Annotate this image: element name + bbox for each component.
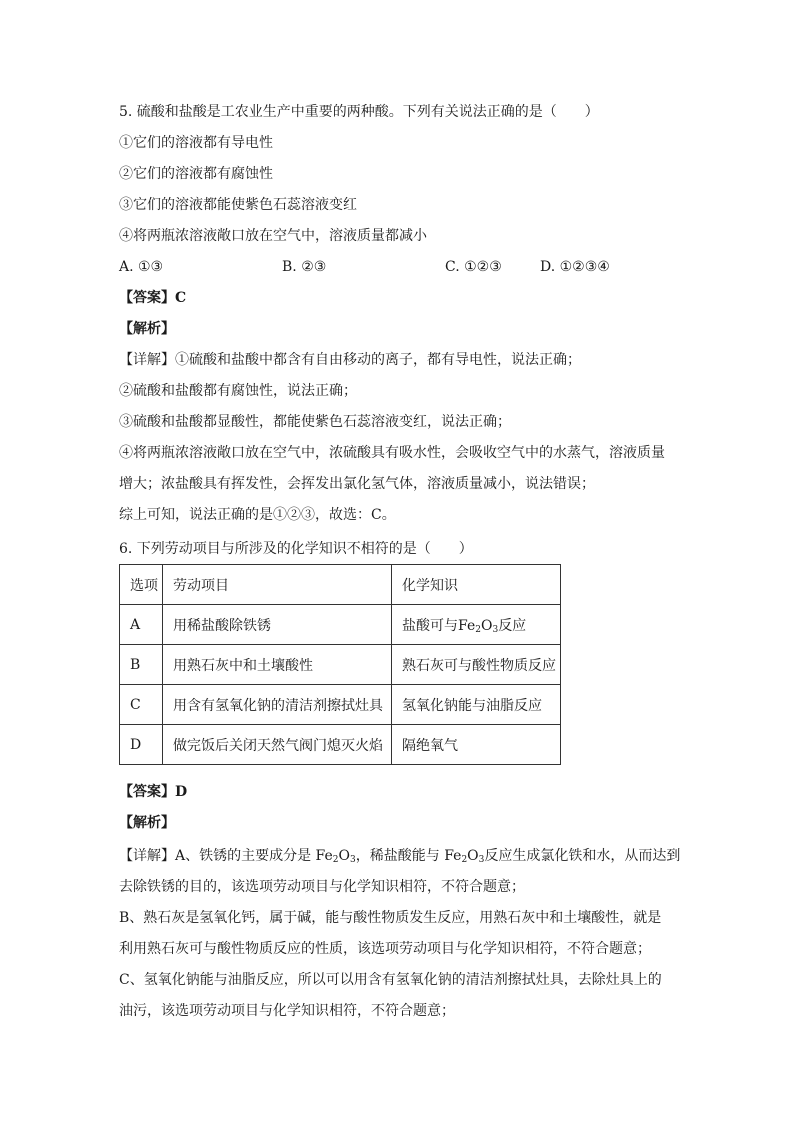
table-cell-knowledge: 氢氧化钠能与油脂反应 — [392, 685, 561, 725]
table-cell-option: B — [120, 645, 163, 685]
q5-statement-1: ①它们的溶液都有导电性 — [119, 135, 273, 151]
table-cell-option: C — [120, 685, 163, 725]
table-header-row — [120, 565, 561, 605]
table-row — [120, 725, 561, 765]
q5-statement-2: ②它们的溶液都有腐蚀性 — [119, 166, 273, 182]
q5-option-d: D. ①②③④ — [540, 259, 610, 275]
q6-detail-line: C、氢氧化钠能与油脂反应，所以可以用含有氢氧化钠的清洁剂擦拭灶具，去除灶具上的 — [119, 972, 662, 988]
table-cell-knowledge: 隔绝氧气 — [392, 725, 561, 765]
table-cell-knowledge: 盐酸可与$Fe_2O_3$反应 — [392, 605, 561, 645]
q5-statement-4: ④将两瓶浓溶液敞口放在空气中，溶液质量都减小 — [119, 228, 427, 244]
q6-analysis-label: 【解析】 — [119, 815, 175, 831]
q6-table — [119, 564, 561, 765]
q5-statement-3: ③它们的溶液都能使紫色石蕊溶液变红 — [119, 197, 357, 213]
q6-detail-line: 油污，该选项劳动项目与化学知识相符，不符合题意； — [119, 1003, 455, 1019]
q5-detail-line: ③硫酸和盐酸都显酸性，都能使紫色石蕊溶液变红，说法正确； — [119, 414, 511, 430]
q6-detail-line: 【详解】A、铁锈的主要成分是 $Fe_2O_3$，稀盐酸能与 $Fe_2O_3$反应生成氯化铁和水，从而达到 — [119, 848, 681, 865]
q5-detail-line: ②硫酸和盐酸都有腐蚀性，说法正确； — [119, 383, 357, 399]
q5-option-a: A. ①③ — [119, 259, 164, 275]
table-header-cell: 化学知识 — [392, 565, 561, 605]
table-row — [120, 685, 561, 725]
q5-option-b: B. ②③ — [282, 259, 327, 275]
q5-stem: 5. 硫酸和盐酸是工农业生产中重要的两种酸。下列有关说法正确的是（ ） — [119, 104, 599, 120]
q6-detail-line: 利用熟石灰可与酸性物质反应的性质，该选项劳动项目与化学知识相符，不符合题意； — [119, 941, 651, 957]
table-cell-knowledge: 熟石灰可与酸性物质反应 — [392, 645, 561, 685]
table-row — [120, 645, 561, 685]
q5-detail-line: 增大；浓盐酸具有挥发性，会挥发出氯化氢气体，溶液质量减小，说法错误； — [119, 476, 595, 492]
table-header-cell: 选项 — [120, 565, 163, 605]
table-cell-option: D — [120, 725, 163, 765]
q6-detail-line: 去除铁锈的目的，该选项劳动项目与化学知识相符，不符合题意； — [119, 879, 525, 895]
q5-analysis-label: 【解析】 — [119, 321, 175, 337]
q6-detail-line: B、熟石灰是氢氧化钙，属于碱，能与酸性物质发生反应，用熟石灰中和土壤酸性，就是 — [119, 910, 662, 926]
table-cell-task: 用熟石灰中和土壤酸性 — [163, 645, 392, 685]
q5-option-c: C. ①②③ — [445, 259, 502, 275]
table-row — [120, 605, 561, 645]
table-cell-option: A — [120, 605, 163, 645]
q5-detail-line: ④将两瓶浓溶液敞口放在空气中，浓硫酸具有吸水性，会吸收空气中的水蒸气，溶液质量 — [119, 445, 665, 461]
table-cell-task: 用含有氢氧化钠的清洁剂擦拭灶具 — [163, 685, 392, 725]
q5-detail-line: 【详解】①硫酸和盐酸中都含有自由移动的离子，都有导电性，说法正确； — [119, 352, 581, 368]
table-cell-task: 用稀盐酸除铁锈 — [163, 605, 392, 645]
q6-answer: 【答案】D — [119, 784, 188, 800]
q5-answer: 【答案】C — [119, 290, 187, 306]
table-cell-task: 做完饭后关闭天然气阀门熄灭火焰 — [163, 725, 392, 765]
q5-detail-line: 综上可知，说法正确的是①②③，故选：C。 — [119, 507, 396, 523]
q6-stem: 6. 下列劳动项目与所涉及的化学知识不相符的是（ ） — [119, 541, 473, 557]
table-header-cell: 劳动项目 — [163, 565, 392, 605]
